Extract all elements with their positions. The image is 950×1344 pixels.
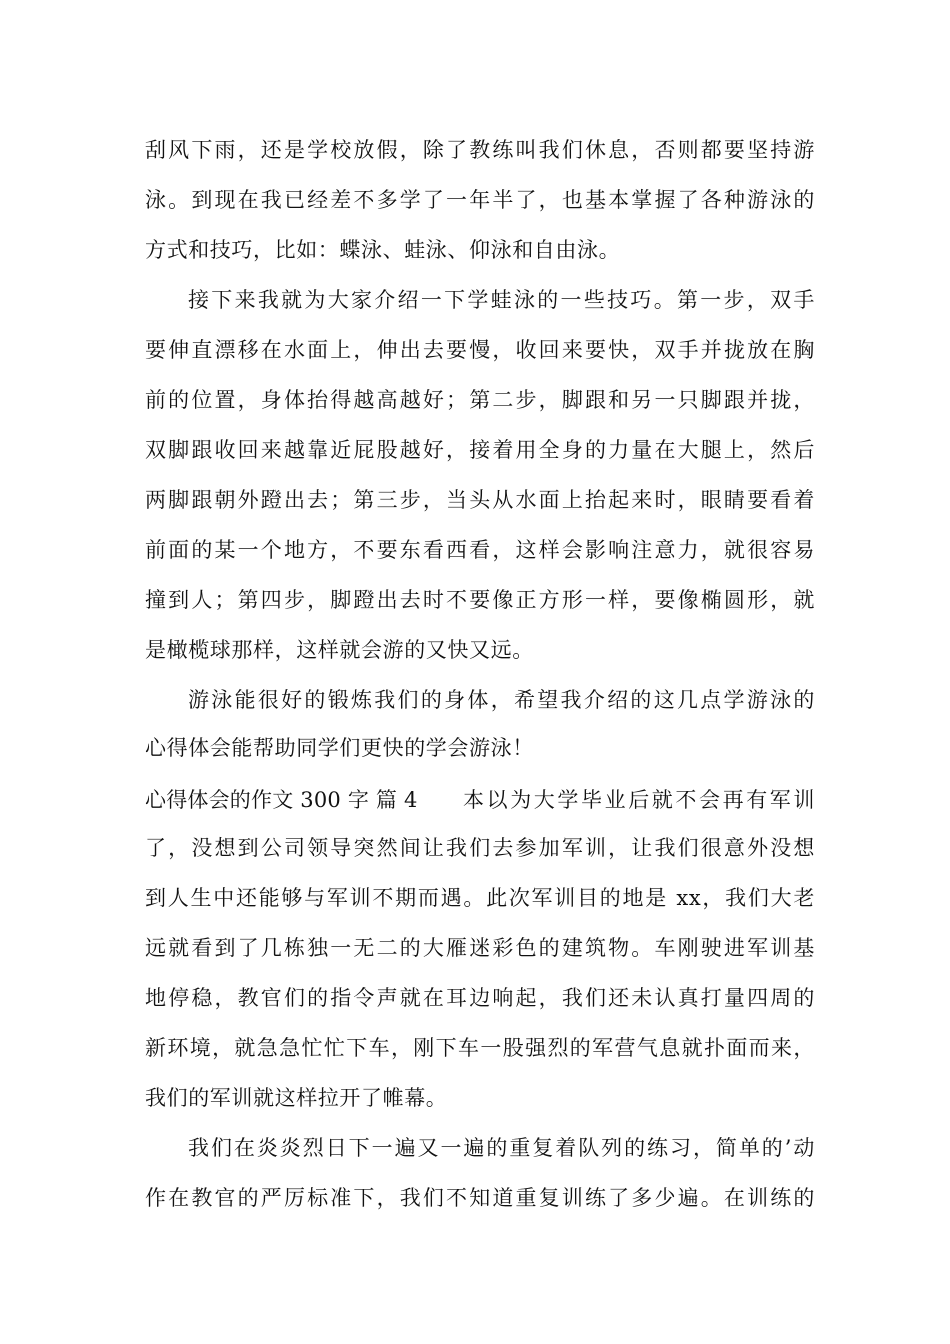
paragraph-4-line-1: 本以为大学毕业后就不会再有军训 <box>463 788 815 812</box>
section-heading-row <box>145 780 815 820</box>
paragraph-4-line-6: 新环境，就急急忙忙下车，刚下车一股强烈的军营气息就扑面而来， <box>145 1036 815 1060</box>
paragraph-2-line-3: 前的位置，身体抬得越高越好；第二步，脚跟和另一只脚跟并拢， <box>145 388 815 412</box>
paragraph-4-line-2: 了，没想到公司领导突然间让我们去参加军训，让我们很意外没想 <box>145 836 815 860</box>
section-heading: 心得体会的作文 300 字 篇 4 <box>145 788 418 812</box>
paragraph-2-line-2: 要伸直漂移在水面上，伸出去要慢，收回来要快，双手并拢放在胸 <box>145 338 815 362</box>
paragraph-4-line-3: 到人生中还能够与军训不期而遇。此次军训目的地是 xx，我们大老 <box>145 886 815 910</box>
paragraph-4-line-4: 远就看到了几栋独一无二的大雁迷彩色的建筑物。车刚驶进军训基 <box>145 936 815 960</box>
paragraph-2-line-1: 接下来我就为大家介绍一下学蛙泳的一些技巧。第一步，双手 <box>188 288 815 312</box>
paragraph-1-line-1: 刮风下雨，还是学校放假，除了教练叫我们休息，否则都要坚持游 <box>145 138 815 162</box>
paragraph-5-line-1: 我们在炎炎烈日下一遍又一遍的重复着队列的练习，简单的’动 <box>188 1136 815 1160</box>
paragraph-2-line-5: 两脚跟朝外蹬出去；第三步，当头从水面上抬起来时，眼睛要看着 <box>145 488 815 512</box>
paragraph-2-line-7: 撞到人；第四步，脚蹬出去时不要像正方形一样，要像椭圆形，就 <box>145 588 815 612</box>
paragraph-4-line-5: 地停稳，教官们的指令声就在耳边响起，我们还未认真打量四周的 <box>145 986 815 1010</box>
paragraph-5-line-2: 作在教官的严厉标准下，我们不知道重复训练了多少遍。在训练的 <box>145 1186 815 1210</box>
paragraph-4-line-7: 我们的军训就这样拉开了帷幕。 <box>145 1086 448 1110</box>
paragraph-2-line-8: 是橄榄球那样，这样就会游的又快又远。 <box>145 638 534 662</box>
paragraph-1-line-2: 泳。到现在我已经差不多学了一年半了，也基本掌握了各种游泳的 <box>145 188 815 212</box>
paragraph-1-line-3: 方式和技巧，比如：蝶泳、蛙泳、仰泳和自由泳。 <box>145 238 621 262</box>
paragraph-2-line-4: 双脚跟收回来越靠近屁股越好，接着用全身的力量在大腿上，然后 <box>145 438 815 462</box>
paragraph-3-line-1: 游泳能很好的锻炼我们的身体，希望我介绍的这几点学游泳的 <box>188 688 815 712</box>
paragraph-2-line-6: 前面的某一个地方，不要东看西看，这样会影响注意力，就很容易 <box>145 538 815 562</box>
paragraph-3-line-2: 心得体会能帮助同学们更快的学会游泳！ <box>145 736 534 760</box>
